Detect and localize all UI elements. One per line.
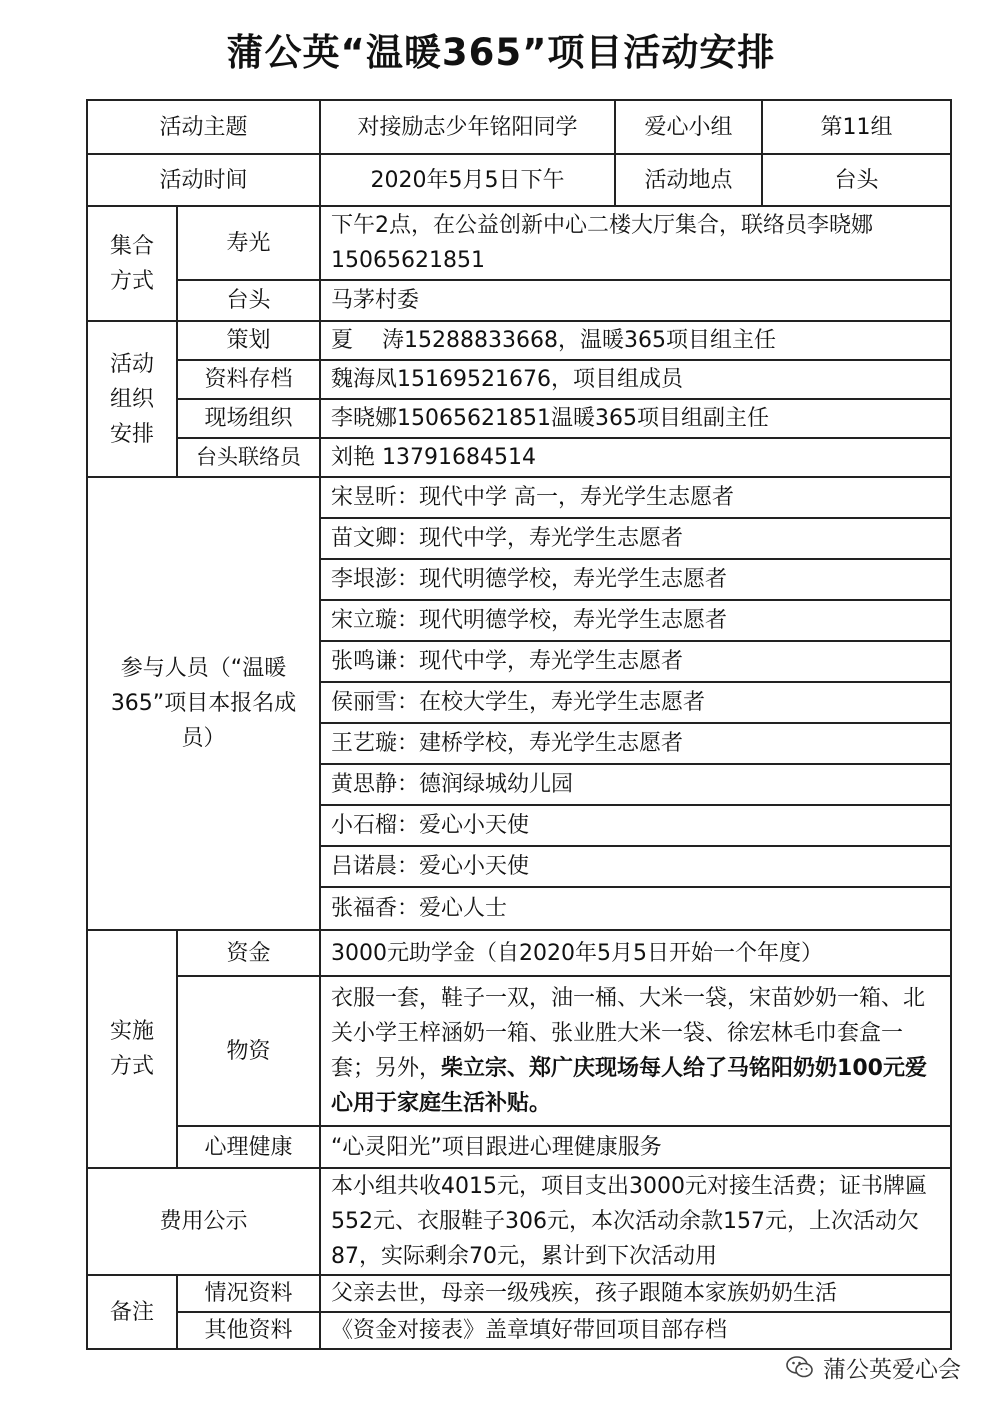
situation-value: 父亲去世，母亲一级残疾，孩子跟随本家族奶奶生活 — [320, 1275, 951, 1312]
participant-item: 侯丽雪：在校大学生，寿光学生志愿者 — [320, 682, 951, 723]
assembly-row — [87, 280, 951, 321]
goods-label: 物资 — [177, 976, 320, 1126]
group-label: 爱心小组 — [615, 100, 762, 154]
participant-item: 张福香：爱心人士 — [320, 887, 951, 930]
goods-value-bold: 柴立宗、郑广庆现场每人给了马铭阳奶奶100元爱心用于家庭生活补贴。 — [331, 1056, 927, 1116]
participant-row — [87, 477, 951, 518]
health-value: “心灵阳光”项目跟进心理健康服务 — [320, 1126, 951, 1168]
assembly-label: 集合方式 — [87, 206, 177, 321]
organization-label: 活动组织安排 — [87, 321, 177, 477]
expenses-label: 费用公示 — [87, 1168, 320, 1275]
implementation-label: 实施方式 — [87, 930, 177, 1168]
participant-item: 李垠澎：现代明德学校，寿光学生志愿者 — [320, 559, 951, 600]
participant-item: 黄思静：德润绿城幼儿园 — [320, 764, 951, 805]
organization-person: 刘艳 13791684514 — [320, 438, 951, 477]
health-label: 心理健康 — [177, 1126, 320, 1168]
time-value: 2020年5月5日下午 — [320, 154, 615, 206]
assembly-row — [87, 206, 951, 280]
organization-role: 现场组织 — [177, 399, 320, 438]
theme-value: 对接励志少年铭阳同学 — [320, 100, 615, 154]
participant-item: 苗文卿：现代中学，寿光学生志愿者 — [320, 518, 951, 559]
remarks-row — [87, 1275, 951, 1312]
theme-row — [87, 100, 951, 154]
participant-item: 宋昱昕：现代中学 高一，寿光学生志愿者 — [320, 477, 951, 518]
page-title: 蒲公英“温暖365”项目活动安排 — [226, 31, 776, 74]
other-value: 《资金对接表》盖章填好带回项目部存档 — [320, 1312, 951, 1349]
assembly-detail: 马茅村委 — [320, 280, 951, 321]
organization-row — [87, 321, 951, 360]
participant-item: 小石榴：爱心小天使 — [320, 805, 951, 846]
remarks-row — [87, 1312, 951, 1349]
organization-person: 魏海凤15169521676，项目组成员 — [320, 360, 951, 399]
watermark-text: 蒲公英爱心会 — [823, 1356, 961, 1383]
activity-schedule-table — [86, 99, 952, 1350]
participant-item: 宋立璇：现代明德学校，寿光学生志愿者 — [320, 600, 951, 641]
organization-row — [87, 399, 951, 438]
expenses-value: 本小组共收4015元，项目支出3000元对接生活费；证书牌匾552元、衣服鞋子306元，本次活动余款157元，上次活动欠87，实际剩余70元，累计到下次活动用 — [320, 1168, 951, 1275]
assembly-place: 寿光 — [177, 206, 320, 280]
assembly-detail: 下午2点，在公益创新中心二楼大厅集合，联络员李晓娜15065621851 — [320, 206, 951, 280]
wechat-icon — [785, 1352, 815, 1382]
implementation-row — [87, 976, 951, 1126]
organization-person: 李晓娜15065621851温暖365项目组副主任 — [320, 399, 951, 438]
organization-row — [87, 438, 951, 477]
participant-item: 王艺璇：建桥学校，寿光学生志愿者 — [320, 723, 951, 764]
organization-role: 资料存档 — [177, 360, 320, 399]
time-label: 活动时间 — [87, 154, 320, 206]
theme-label: 活动主题 — [87, 100, 320, 154]
implementation-row — [87, 1126, 951, 1168]
assembly-place: 台头 — [177, 280, 320, 321]
organization-role: 策划 — [177, 321, 320, 360]
organization-person: 夏 涛15288833668，温暖365项目组主任 — [320, 321, 951, 360]
remarks-label: 备注 — [87, 1275, 177, 1349]
situation-label: 情况资料 — [177, 1275, 320, 1312]
implementation-row — [87, 930, 951, 976]
time-row — [87, 154, 951, 206]
organization-row — [87, 360, 951, 399]
place-label: 活动地点 — [615, 154, 762, 206]
goods-value-plain: 衣服一套，鞋子一双，油一桶、大米一袋，宋苗妙奶一箱、北关小学王梓涵奶一箱、张业胜大米一袋、徐宏林毛巾套盒一套；另外， — [331, 986, 926, 1081]
place-value: 台头 — [762, 154, 951, 206]
watermark — [785, 1350, 961, 1384]
funds-value: 3000元助学金（自2020年5月5日开始一个年度） — [320, 930, 951, 976]
participants-label: 参与人员（“温暖365”项目本报名成员） — [87, 477, 320, 930]
other-label: 其他资料 — [177, 1312, 320, 1349]
participant-item: 张鸣谦：现代中学，寿光学生志愿者 — [320, 641, 951, 682]
group-value: 第11组 — [762, 100, 951, 154]
funds-label: 资金 — [177, 930, 320, 976]
organization-role: 台头联络员 — [177, 438, 320, 477]
goods-value — [320, 976, 951, 1126]
expenses-row — [87, 1168, 951, 1275]
participant-item: 吕诺晨：爱心小天使 — [320, 846, 951, 887]
